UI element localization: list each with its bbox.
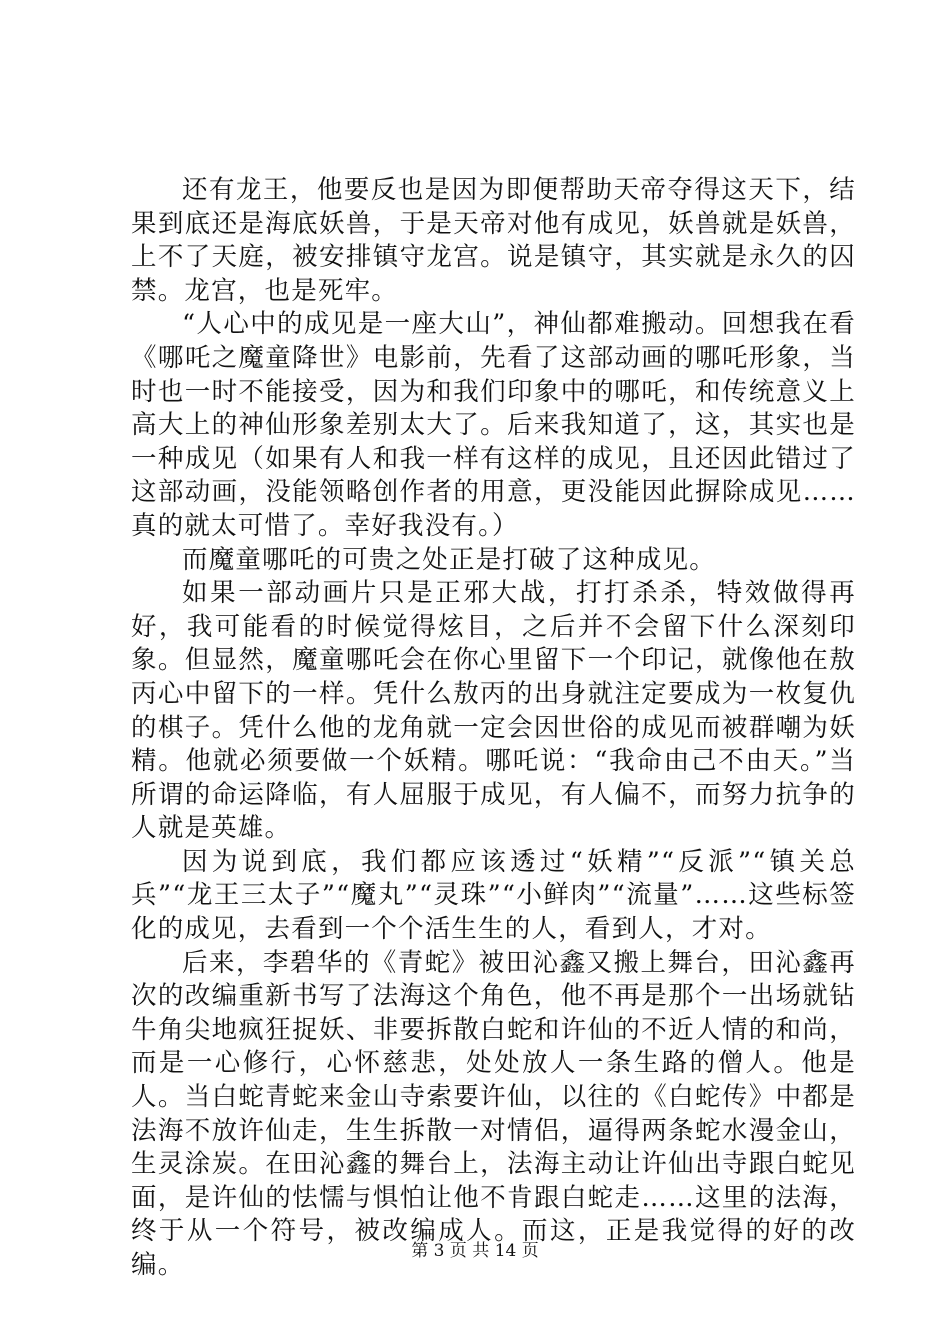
paragraph-labels: 因为说到底，我们都应该透过“妖精”“反派”“镇关总兵”“龙王三太子”“魔丸”“灵珠”“小鲜肉”“流量”……这些标签化的成见，去看到一个个活生生的人，看到人，才对。 bbox=[131, 846, 856, 945]
paragraph-prejudice-mountain: “人心中的成见是一座大山”，神仙都难搬动。回想我在看《哪吒之魔童降世》电影前，先看了这部动画的哪吒形象，当时也一时不能接受，因为和我们印象中的哪吒，和传统意义上高大上的神仙形象差别太大了。后来我知道了，这，其实也是一种成见（如果有人和我一样有这样的成见，且还因此错过了这部动画，没能领略创作者的用意，更没能因此摒除成见……真的就太可惜了。幸好我没有。） bbox=[131, 309, 856, 541]
paragraph-animation-impression: 如果一部动画片只是正邪大战，打打杀杀，特效做得再好，我可能看的时候觉得炫目，之后并不会留下什么深刻印象。但显然，魔童哪吒会在你心里留下一个印记，就像他在敖丙心中留下的一样。凭什么敖丙的出身就注定要成为一枚复仇的棋子。凭什么他的龙角就一定会因世俗的成见而被群嘲为妖精。他就必须要做一个妖精。哪吒说：“我命由己不由天。”当所谓的命运降临，有人屈服于成见，有人偏不，而努力抗争的人就是英雄。 bbox=[131, 578, 856, 844]
paragraph-breaking-prejudice: 而魔童哪吒的可贵之处正是打破了这种成见。 bbox=[182, 544, 717, 575]
body-text bbox=[131, 174, 856, 1283]
page-footer: 第 3 页 共 14 页 bbox=[411, 1241, 539, 1261]
paragraph-dragon-king: 还有龙王，他要反也是因为即便帮助天帝夺得这天下，结果到底还是海底妖兽，于是天帝对他有成见，妖兽就是妖兽，上不了天庭，被安排镇守龙宫。说是镇守，其实就是永久的囚禁。龙宫，也是死牢。 bbox=[131, 175, 856, 306]
paragraph-green-snake: 后来，李碧华的《青蛇》被田沁鑫又搬上舞台，田沁鑫再次的改编重新书写了法海这个角色，他不再是那个一出场就钻牛角尖地疯狂捉妖、非要拆散白蛇和许仙的不近人情的和尚，而是一心修行，心怀慈悲，处处放人一条生路的僧人。他是人。当白蛇青蛇来金山寺索要许仙，以往的《白蛇传》中都是法海不放许仙走，生生拆散一对情侣，逼得两条蛇水漫金山，生灵涂炭。在田沁鑫的舞台上，法海主动让许仙出寺跟白蛇见面，是许仙的怯懦与惧怕让他不肯跟白蛇走……这里的法海，终于从一个符号，被改编成人。而这，正是我觉得的好的改编。 bbox=[131, 947, 856, 1280]
